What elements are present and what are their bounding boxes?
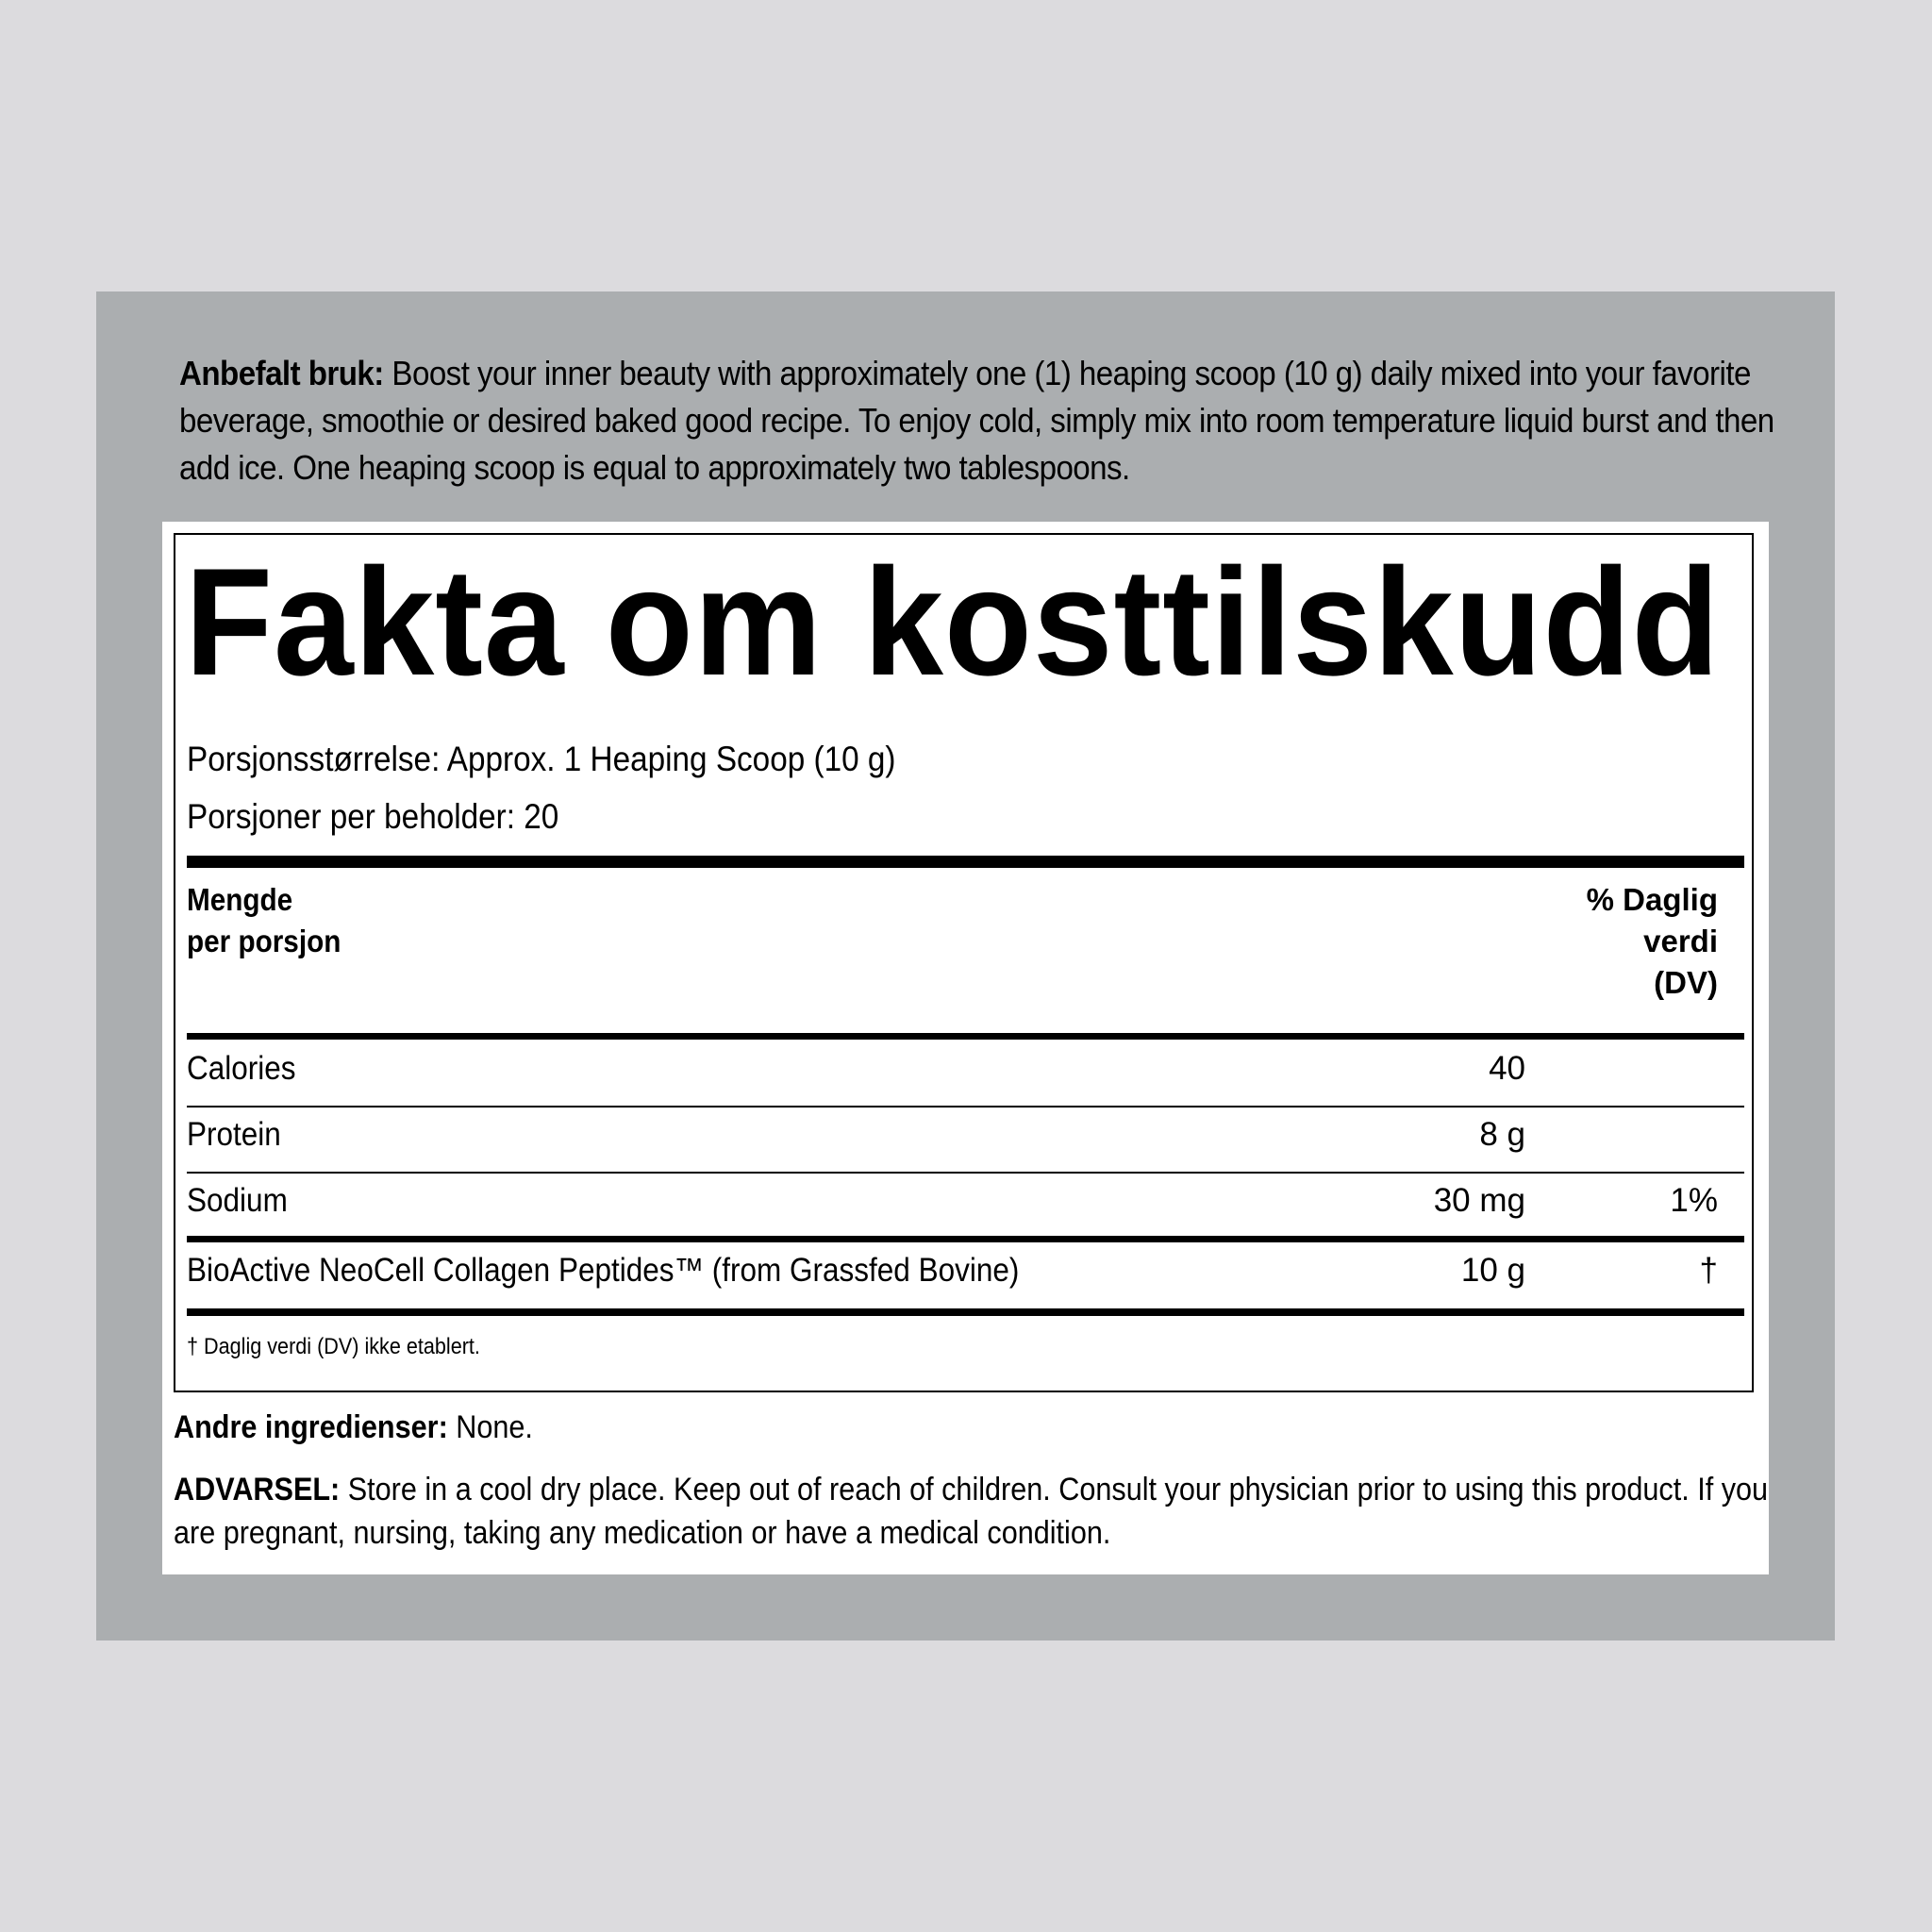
other-ingredients [174, 1407, 573, 1448]
nutrient-amount: 30 mg [1433, 1182, 1525, 1219]
header-rule [187, 1033, 1744, 1040]
usage-instructions [179, 350, 1783, 491]
nutrient-dv: † [1699, 1252, 1718, 1289]
nutrient-amount: 8 g [1479, 1116, 1525, 1153]
bottom-rule [187, 1308, 1744, 1316]
warning-text: Store in a cool dry place. Keep out of reach of children. Consult your physician prior to using this product. If you are pregnant, nursing, taking any medication or have a medical condition. [174, 1472, 1769, 1551]
facts-card [162, 522, 1769, 1574]
row-divider [187, 1106, 1744, 1108]
usage-text: Boost your inner beauty with approximately one (1) heaping scoop (10 g) daily mixed into your favorite beverage, smoothie or desired baked good recipe. To enjoy cold, simply mix into room temperature liquid burst and then add ice. One heaping scoop is equal to approximately two tablespoons. [179, 354, 1774, 487]
nutrient-name: Calories [187, 1050, 296, 1087]
nutrient-dv: 1% [1670, 1182, 1718, 1219]
facts-title: Fakta om kosttilskudd [185, 537, 1721, 708]
amount-header: Mengde per porsjon [187, 882, 341, 958]
thick-row-divider [187, 1236, 1744, 1242]
serving-size: Porsjonsstørrelse: Approx. 1 Heaping Scoop (10 g) [187, 740, 896, 778]
usage-label: Anbefalt bruk: [179, 354, 384, 392]
supplement-facts-box [174, 533, 1754, 1392]
other-ingredients-label: Andre ingredienser: [174, 1409, 448, 1445]
footnote: † Daglig verdi (DV) ikke etablert. [187, 1334, 480, 1359]
nutrient-amount: 40 [1489, 1050, 1525, 1087]
other-ingredients-text: None. [447, 1409, 533, 1445]
nutrient-name: Protein [187, 1116, 281, 1153]
label-panel [96, 291, 1835, 1641]
servings-per-container: Porsjoner per beholder: 20 [187, 797, 559, 836]
daily-value-header: % Daglig verdi (DV) [1586, 882, 1718, 1000]
warning [174, 1468, 1932, 1555]
warning-label: ADVARSEL: [174, 1472, 341, 1507]
nutrient-name: Sodium [187, 1182, 288, 1219]
thick-rule [187, 856, 1744, 868]
row-divider [187, 1172, 1744, 1174]
nutrient-name: BioActive NeoCell Collagen Peptides™ (from Grassfed Bovine) [187, 1252, 1020, 1289]
nutrient-amount: 10 g [1460, 1252, 1525, 1289]
